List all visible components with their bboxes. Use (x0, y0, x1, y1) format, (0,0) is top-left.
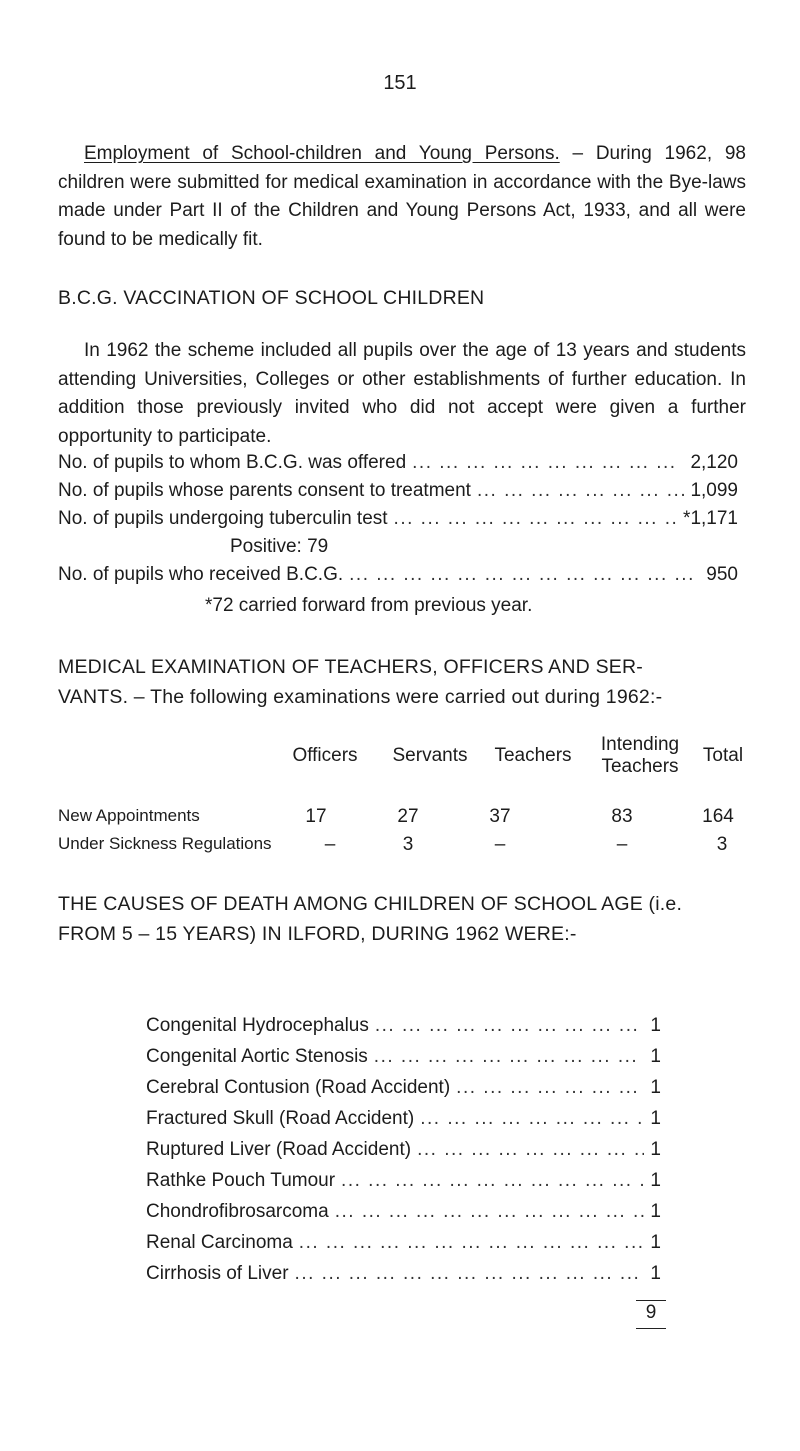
deaths-heading-line1: THE CAUSES OF DEATH AMONG CHILDREN OF SCHOOL AGE (i.e. (58, 893, 683, 915)
employment-paragraph (58, 140, 746, 254)
cause-item (146, 1199, 661, 1225)
bcg-row-label: No. of pupils to whom B.C.G. was offered (58, 452, 407, 473)
cause-label: Ruptured Liver (Road Accident) (146, 1139, 412, 1160)
col-header-servants: Servants (392, 745, 468, 766)
bcg-row-value: *1,171 (683, 508, 738, 529)
cause-count: 1 (650, 1139, 661, 1160)
cause-count: 1 (650, 1170, 661, 1191)
deaths-total: 9 (645, 1302, 657, 1323)
medical-heading (58, 652, 748, 712)
col-header-teachers: Teachers (494, 745, 572, 766)
cause-count: 1 (650, 1108, 661, 1129)
cause-count: 1 (650, 1046, 661, 1067)
cause-label: Chondrofibrosarcoma (146, 1201, 329, 1222)
row-label-sickness-regulations: Under Sickness Regulations (58, 834, 272, 853)
deaths-heading (58, 889, 748, 949)
cause-item (146, 1230, 661, 1256)
leader-dots (295, 1261, 645, 1287)
bcg-row-value: 1,099 (690, 480, 738, 501)
col-header-intending (585, 734, 695, 778)
employment-text: – During 1962, 98 children were submitted for medical examination in accordance with the Bye-laws made under Part II of the Children and Young Persons Act, 1933, and all were found to be medically fit. (58, 143, 746, 250)
cell: 3 (716, 834, 728, 855)
cell: 83 (611, 806, 633, 827)
leader-dots (412, 450, 684, 476)
leader-dots (456, 1075, 644, 1101)
cell: – (494, 834, 506, 855)
cause-label: Congenital Aortic Stenosis (146, 1046, 368, 1067)
bcg-heading: B.C.G. VACCINATION OF SCHOOL CHILDREN (58, 287, 485, 309)
cell: – (324, 834, 336, 855)
leader-dots (374, 1044, 645, 1070)
cause-label: Renal Carcinoma (146, 1232, 293, 1253)
total-rule-bottom (636, 1328, 666, 1329)
cause-item (146, 1261, 661, 1287)
cell: 164 (702, 806, 734, 827)
bcg-row-label: No. of pupils whose parents consent to treatment (58, 480, 471, 501)
bcg-intro: In 1962 the scheme included all pupils over the age of 13 years and students attending Universities, Colleges or other establishments of further education. In addition those previously invited who did not accept were given a further opportunity to participate. (58, 340, 746, 447)
page-number: 151 (383, 72, 417, 94)
cause-label: Rathke Pouch Tumour (146, 1170, 336, 1191)
leader-dots (349, 562, 700, 588)
leader-dots (375, 1013, 645, 1039)
cell: 37 (489, 806, 511, 827)
cause-item (146, 1137, 661, 1163)
cause-count: 1 (650, 1232, 661, 1253)
col-header-intending-line1: Intending (600, 734, 680, 755)
cause-item (146, 1044, 661, 1070)
col-header-total: Total (702, 745, 744, 766)
leader-dots (477, 478, 685, 504)
cause-count: 1 (650, 1263, 661, 1284)
medical-heading-line1: MEDICAL EXAMINATION OF TEACHERS, OFFICERS AND SER- (58, 656, 643, 678)
cell: – (616, 834, 628, 855)
bcg-positive: Positive: 79 (230, 536, 329, 557)
bcg-row (58, 478, 738, 504)
leader-dots (341, 1168, 644, 1194)
cause-label: Cirrhosis of Liver (146, 1263, 289, 1284)
medical-heading-line2 (58, 682, 748, 712)
deaths-heading-line2: FROM 5 – 15 YEARS) IN ILFORD, DURING 1962 WERE:- (58, 923, 577, 945)
leader-dots (335, 1199, 645, 1225)
col-header-intending-line2: Teachers (601, 756, 679, 777)
bcg-row (58, 506, 738, 532)
row-label-new-appointments: New Appointments (58, 806, 200, 825)
leader-dots (420, 1106, 644, 1132)
cell: 3 (402, 834, 414, 855)
cell: 27 (397, 806, 419, 827)
bcg-row-value: 950 (706, 564, 738, 585)
cause-count: 1 (650, 1077, 661, 1098)
cause-item (146, 1075, 661, 1101)
bcg-footnote: *72 carried forward from previous year. (205, 595, 533, 616)
cause-label: Cerebral Contusion (Road Accident) (146, 1077, 451, 1098)
bcg-row-label: No. of pupils who received B.C.G. (58, 564, 344, 585)
bcg-row (58, 450, 738, 476)
cause-item (146, 1168, 661, 1194)
bcg-row-received (58, 562, 738, 588)
bcg-row-value: 2,120 (690, 452, 738, 473)
cause-count: 1 (650, 1015, 661, 1036)
cause-label: Fractured Skull (Road Accident) (146, 1108, 415, 1129)
medical-heading-prefix: VANTS. (58, 686, 129, 708)
col-header-officers: Officers (292, 745, 358, 766)
cause-label: Congenital Hydrocephalus (146, 1015, 369, 1036)
bcg-row-label: No. of pupils undergoing tuberculin test (58, 508, 388, 529)
leader-dots (394, 506, 678, 532)
cause-item (146, 1013, 661, 1039)
cause-item (146, 1106, 661, 1132)
cell: 17 (305, 806, 327, 827)
employment-heading: Employment of School-children and Young Persons. (84, 143, 560, 164)
leader-dots (299, 1230, 645, 1256)
medical-heading-text: – The following examinations were carried out during 1962:- (128, 686, 663, 708)
leader-dots (417, 1137, 644, 1163)
cause-count: 1 (650, 1201, 661, 1222)
